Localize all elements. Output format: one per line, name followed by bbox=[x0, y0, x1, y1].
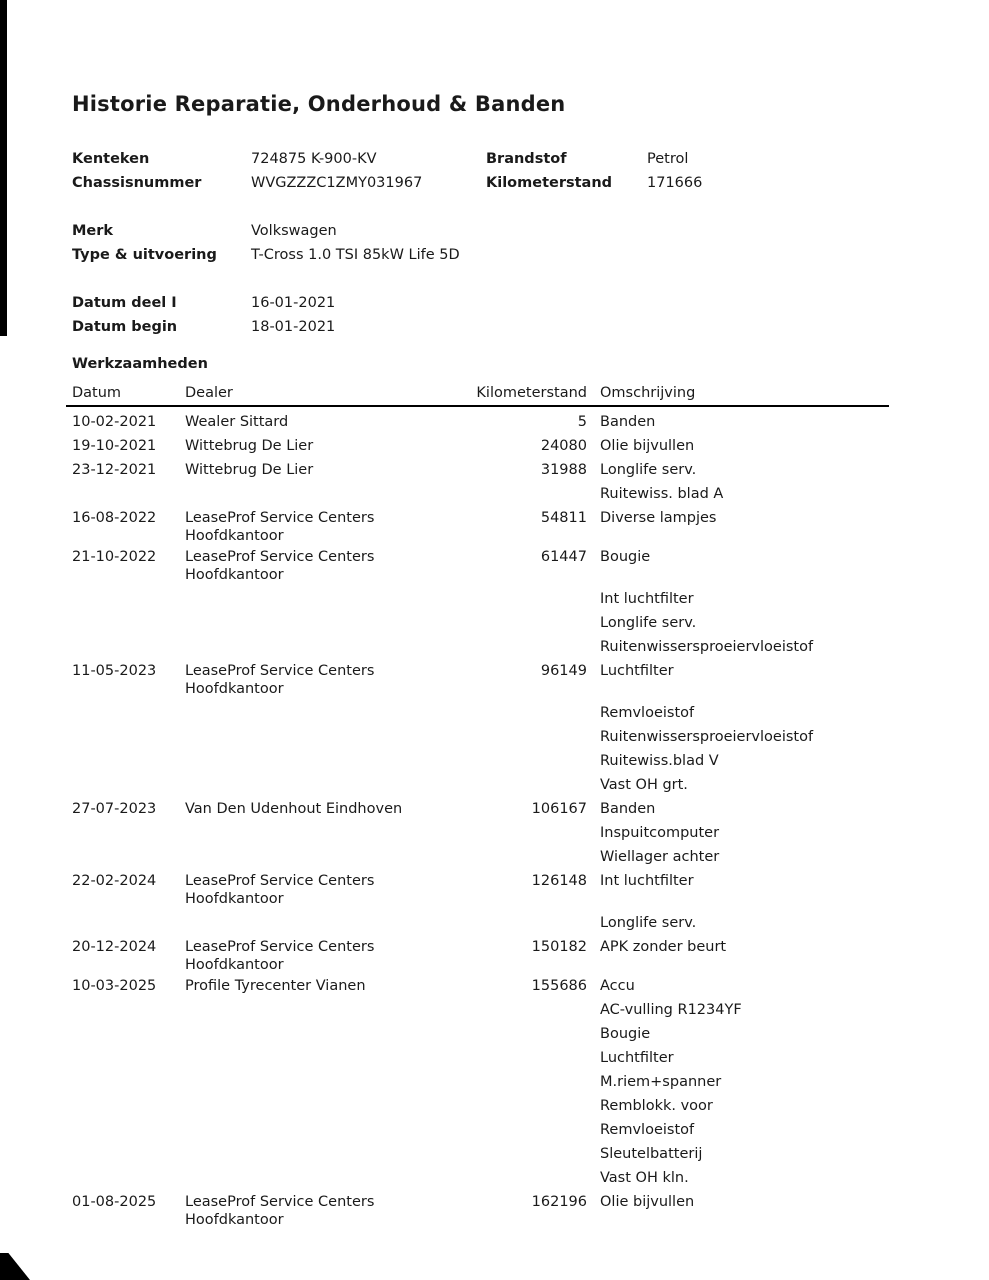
dealer-line: Hoofdkantoor bbox=[185, 681, 284, 697]
omschrijving-line: Olie bijvullen bbox=[600, 438, 695, 454]
cell-datum: 01-08-2025 bbox=[72, 1194, 157, 1210]
table-row bbox=[66, 869, 889, 935]
dealer-line: Hoofdkantoor bbox=[185, 1212, 284, 1228]
datum-deel-1-label: Datum deel I bbox=[72, 295, 177, 311]
cell-km: 5 bbox=[577, 414, 587, 430]
cell-km: 61447 bbox=[540, 549, 587, 565]
table-row bbox=[66, 1190, 889, 1229]
scan-artifact-left-strip bbox=[0, 0, 7, 336]
chassisnummer-label: Chassisnummer bbox=[72, 175, 202, 191]
dealer-line: Wittebrug De Lier bbox=[185, 462, 314, 478]
dealer-line: Hoofdkantoor bbox=[185, 567, 284, 583]
cell-dealer bbox=[185, 869, 475, 908]
cell-omschrijving bbox=[587, 458, 889, 506]
table-row bbox=[66, 797, 889, 869]
cell-omschrijving bbox=[587, 797, 889, 869]
table-row bbox=[66, 458, 889, 506]
werkzaamheden-section-title: Werkzaamheden bbox=[72, 356, 208, 372]
brandstof-value: Petrol bbox=[647, 151, 689, 167]
chassisnummer-value: WVGZZZC1ZMY031967 bbox=[251, 175, 423, 191]
table-row bbox=[66, 506, 889, 545]
dealer-line: Hoofdkantoor bbox=[185, 528, 284, 544]
cell-datum: 11-05-2023 bbox=[72, 663, 157, 679]
table-row bbox=[66, 434, 889, 458]
cell-dealer bbox=[185, 545, 475, 584]
dealer-line: Wealer Sittard bbox=[185, 414, 289, 430]
omschrijving-line: Bougie bbox=[600, 1026, 651, 1042]
dealer-line: LeaseProf Service Centers bbox=[185, 549, 375, 565]
cell-dealer bbox=[185, 458, 475, 479]
omschrijving-line: Remblokk. voor bbox=[600, 1098, 713, 1114]
info-row-datum-begin bbox=[72, 315, 949, 339]
cell-km: 126148 bbox=[531, 873, 587, 889]
cell-omschrijving bbox=[587, 1190, 889, 1214]
type-uitvoering-value: T-Cross 1.0 TSI 85kW Life 5D bbox=[251, 247, 460, 263]
cell-datum: 22-02-2024 bbox=[72, 873, 157, 889]
cell-km: 96149 bbox=[540, 663, 587, 679]
omschrijving-line: Sleutelbatterij bbox=[600, 1146, 703, 1162]
info-row-datum-deel-1 bbox=[72, 291, 949, 315]
omschrijving-line: Bougie bbox=[600, 549, 651, 565]
cell-km: 24080 bbox=[540, 438, 587, 454]
datum-begin-label: Datum begin bbox=[72, 319, 178, 335]
omschrijving-line: APK zonder beurt bbox=[600, 939, 727, 955]
omschrijving-line: Vast OH grt. bbox=[600, 777, 688, 793]
dealer-line: Hoofdkantoor bbox=[185, 957, 284, 973]
cell-datum: 21-10-2022 bbox=[72, 549, 157, 565]
datum-deel-1-value: 16-01-2021 bbox=[251, 295, 336, 311]
dealer-line: LeaseProf Service Centers bbox=[185, 510, 375, 526]
cell-datum: 27-07-2023 bbox=[72, 801, 157, 817]
cell-dealer bbox=[185, 434, 475, 455]
spacer bbox=[72, 267, 949, 291]
dealer-line: Van Den Udenhout Eindhoven bbox=[185, 801, 403, 817]
table-row bbox=[66, 545, 889, 659]
table-row bbox=[66, 974, 889, 1190]
cell-datum: 20-12-2024 bbox=[72, 939, 157, 955]
page-title: Historie Reparatie, Onderhoud & Banden bbox=[72, 92, 566, 116]
table-header-row bbox=[66, 383, 889, 407]
cell-km: 54811 bbox=[540, 510, 587, 526]
omschrijving-line: Ruitewiss. blad A bbox=[600, 486, 724, 502]
info-row-kenteken bbox=[72, 147, 949, 171]
cell-datum: 23-12-2021 bbox=[72, 462, 157, 478]
cell-omschrijving bbox=[587, 545, 889, 659]
cell-km: 106167 bbox=[531, 801, 587, 817]
omschrijving-line: Int luchtfilter bbox=[600, 591, 694, 607]
type-uitvoering-label: Type & uitvoering bbox=[72, 247, 217, 263]
omschrijving-line: Diverse lampjes bbox=[600, 510, 717, 526]
omschrijving-line: Olie bijvullen bbox=[600, 1194, 695, 1210]
merk-value: Volkswagen bbox=[251, 223, 337, 239]
omschrijving-line: AC-vulling R1234YF bbox=[600, 1002, 742, 1018]
omschrijving-line: M.riem+spanner bbox=[600, 1074, 722, 1090]
dealer-line: LeaseProf Service Centers bbox=[185, 663, 375, 679]
merk-label: Merk bbox=[72, 223, 114, 239]
kenteken-label: Kenteken bbox=[72, 151, 150, 167]
omschrijving-line: Vast OH kln. bbox=[600, 1170, 689, 1186]
omschrijving-line: Luchtfilter bbox=[600, 1050, 674, 1066]
kilometerstand-value: 171666 bbox=[647, 175, 703, 191]
brandstof-label: Brandstof bbox=[486, 151, 567, 167]
cell-dealer bbox=[185, 1190, 475, 1229]
dealer-line: LeaseProf Service Centers bbox=[185, 1194, 375, 1210]
cell-km: 162196 bbox=[531, 1194, 587, 1210]
omschrijving-line: Longlife serv. bbox=[600, 915, 697, 931]
cell-omschrijving bbox=[587, 974, 889, 1190]
cell-omschrijving bbox=[587, 410, 889, 434]
cell-dealer bbox=[185, 935, 475, 974]
cell-omschrijving bbox=[587, 659, 889, 797]
omschrijving-line: Ruitenwissersproeiervloeistof bbox=[600, 639, 814, 655]
omschrijving-line: Wiellager achter bbox=[600, 849, 720, 865]
table-body bbox=[66, 407, 889, 1229]
kilometerstand-label: Kilometerstand bbox=[486, 175, 613, 191]
table-row bbox=[66, 410, 889, 434]
cell-omschrijving bbox=[587, 935, 889, 959]
cell-datum: 10-02-2021 bbox=[72, 414, 157, 430]
omschrijving-line: Banden bbox=[600, 801, 656, 817]
omschrijving-line: Banden bbox=[600, 414, 656, 430]
dealer-line: Profile Tyrecenter Vianen bbox=[185, 978, 366, 994]
cell-km: 31988 bbox=[540, 462, 587, 478]
cell-dealer bbox=[185, 659, 475, 698]
info-row-chassisnummer bbox=[72, 171, 949, 195]
vehicle-info-block bbox=[72, 147, 949, 339]
cell-omschrijving bbox=[587, 869, 889, 935]
omschrijving-line: Inspuitcomputer bbox=[600, 825, 720, 841]
dealer-line: Wittebrug De Lier bbox=[185, 438, 314, 454]
omschrijving-line: Remvloeistof bbox=[600, 705, 695, 721]
cell-dealer bbox=[185, 797, 475, 818]
cell-omschrijving bbox=[587, 506, 889, 530]
kenteken-value: 724875 K-900-KV bbox=[251, 151, 377, 167]
omschrijving-line: Longlife serv. bbox=[600, 462, 697, 478]
werkzaamheden-table bbox=[66, 383, 889, 1229]
info-row-merk bbox=[72, 219, 949, 243]
dealer-line: LeaseProf Service Centers bbox=[185, 939, 375, 955]
cell-dealer bbox=[185, 506, 475, 545]
omschrijving-line: Ruitewiss.blad V bbox=[600, 753, 719, 769]
omschrijving-line: Remvloeistof bbox=[600, 1122, 695, 1138]
column-header-kilometerstand: Kilometerstand bbox=[476, 385, 587, 401]
spacer bbox=[72, 195, 949, 219]
table-row bbox=[66, 659, 889, 797]
cell-datum: 10-03-2025 bbox=[72, 978, 157, 994]
omschrijving-line: Int luchtfilter bbox=[600, 873, 694, 889]
omschrijving-line: Luchtfilter bbox=[600, 663, 674, 679]
cell-dealer bbox=[185, 410, 475, 431]
datum-begin-value: 18-01-2021 bbox=[251, 319, 336, 335]
column-header-omschrijving: Omschrijving bbox=[600, 385, 696, 401]
cell-datum: 19-10-2021 bbox=[72, 438, 157, 454]
cell-km: 155686 bbox=[531, 978, 587, 994]
cell-dealer bbox=[185, 974, 475, 995]
omschrijving-line: Ruitenwissersproeiervloeistof bbox=[600, 729, 814, 745]
info-row-type-uitvoering bbox=[72, 243, 949, 267]
omschrijving-line: Accu bbox=[600, 978, 635, 994]
table-row bbox=[66, 935, 889, 974]
dealer-line: Hoofdkantoor bbox=[185, 891, 284, 907]
scan-artifact-bottom-corner bbox=[0, 1253, 30, 1280]
column-header-datum: Datum bbox=[72, 385, 122, 401]
cell-km: 150182 bbox=[531, 939, 587, 955]
omschrijving-line: Longlife serv. bbox=[600, 615, 697, 631]
cell-datum: 16-08-2022 bbox=[72, 510, 157, 526]
cell-omschrijving bbox=[587, 434, 889, 458]
dealer-line: LeaseProf Service Centers bbox=[185, 873, 375, 889]
column-header-dealer: Dealer bbox=[185, 385, 233, 401]
